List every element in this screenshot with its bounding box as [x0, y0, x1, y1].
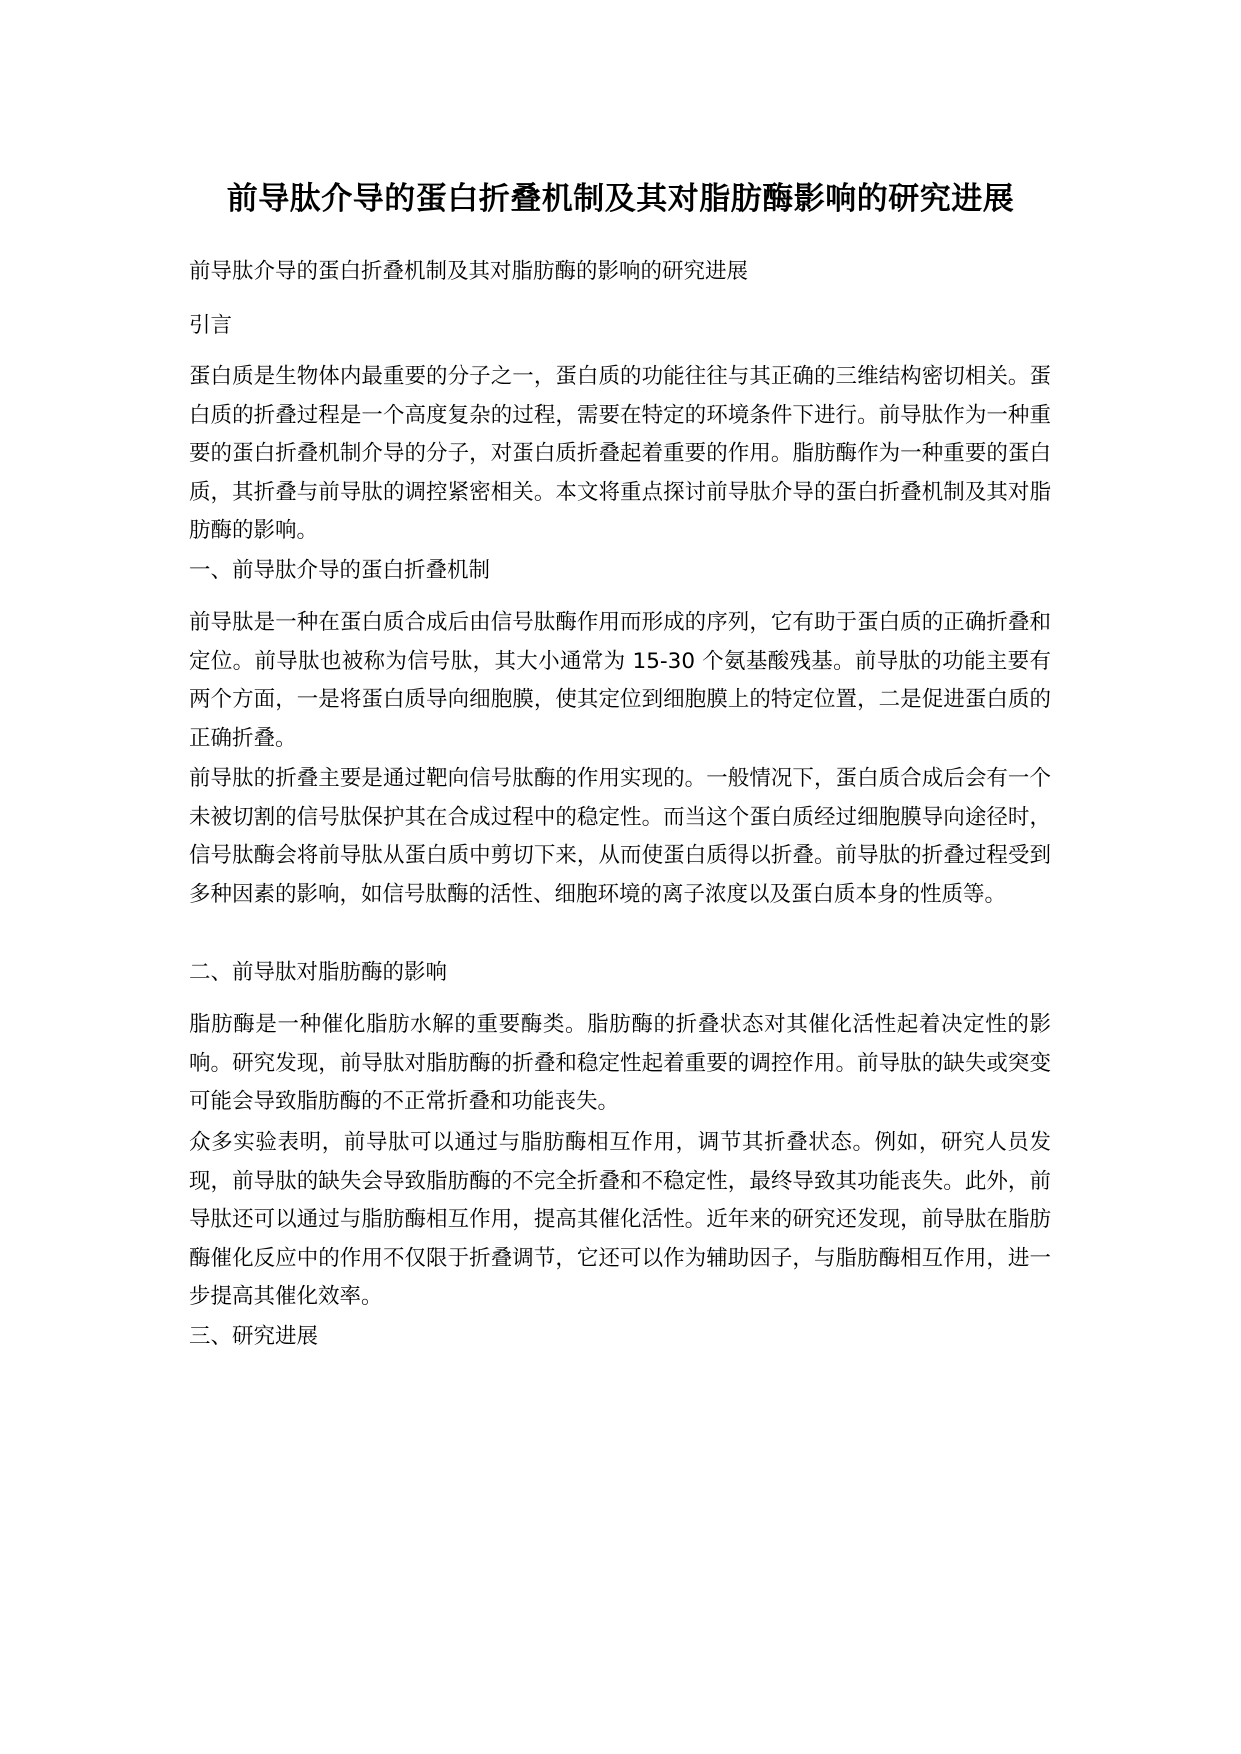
section1-paragraph-1: 前导肽是一种在蛋白质合成后由信号肽酶作用而形成的序列，它有助于蛋白质的正确折叠和定位。前导肽也被称为信号肽，其大小通常为 15-30 个氨基酸残基。前导肽的功能主要有两个方面，一是将蛋白质导向细胞膜，使其定位到细胞膜上的特定位置，二是促进蛋白质的正确折叠。 — [189, 610, 1051, 751]
document-subtitle: 前导肽介导的蛋白折叠机制及其对脂肪酶的影响的研究进展 — [189, 259, 749, 284]
document-title: 前导肽介导的蛋白折叠机制及其对脂肪酶影响的研究进展 — [226, 181, 1015, 217]
intro-paragraph: 蛋白质是生物体内最重要的分子之一，蛋白质的功能往往与其正确的三维结构密切相关。蛋白质的折叠过程是一个高度复杂的过程，需要在特定的环境条件下进行。前导肽作为一种重要的蛋白折叠机制介导的分子，对蛋白质折叠起着重要的作用。脂肪酶作为一种重要的蛋白质，其折叠与前导肽的调控紧密相关。本文将重点探讨前导肽介导的蛋白折叠机制及其对脂肪酶的影响。 — [189, 364, 1051, 543]
section1-paragraph-2: 前导肽的折叠主要是通过靶向信号肽酶的作用实现的。一般情况下，蛋白质合成后会有一个未被切割的信号肽保护其在合成过程中的稳定性。而当这个蛋白质经过细胞膜导向途径时，信号肽酶会将前导肽从蛋白质中剪切下来，从而使蛋白质得以折叠。前导肽的折叠过程受到多种因素的影响，如信号肽酶的活性、细胞环境的离子浓度以及蛋白质本身的性质等。 — [189, 766, 1051, 907]
section2-heading: 二、前导肽对脂肪酶的影响 — [189, 960, 448, 985]
section3-heading: 三、研究进展 — [189, 1324, 319, 1349]
section2-paragraph-1: 脂肪酶是一种催化脂肪水解的重要酶类。脂肪酶的折叠状态对其催化活性起着决定性的影响。研究发现，前导肽对脂肪酶的折叠和稳定性起着重要的调控作用。前导肽的缺失或突变可能会导致脂肪酶的不正常折叠和功能丧失。 — [189, 1012, 1051, 1114]
section2-paragraph-2: 众多实验表明，前导肽可以通过与脂肪酶相互作用，调节其折叠状态。例如，研究人员发现，前导肽的缺失会导致脂肪酶的不完全折叠和不稳定性，最终导致其功能丧失。此外，前导肽还可以通过与脂肪酶相互作用，提高其催化活性。近年来的研究还发现，前导肽在脂肪酶催化反应中的作用不仅限于折叠调节，它还可以作为辅助因子，与脂肪酶相互作用，进一步提高其催化效率。 — [189, 1130, 1051, 1309]
section1-heading: 一、前导肽介导的蛋白折叠机制 — [189, 558, 491, 583]
intro-heading: 引言 — [189, 313, 233, 338]
